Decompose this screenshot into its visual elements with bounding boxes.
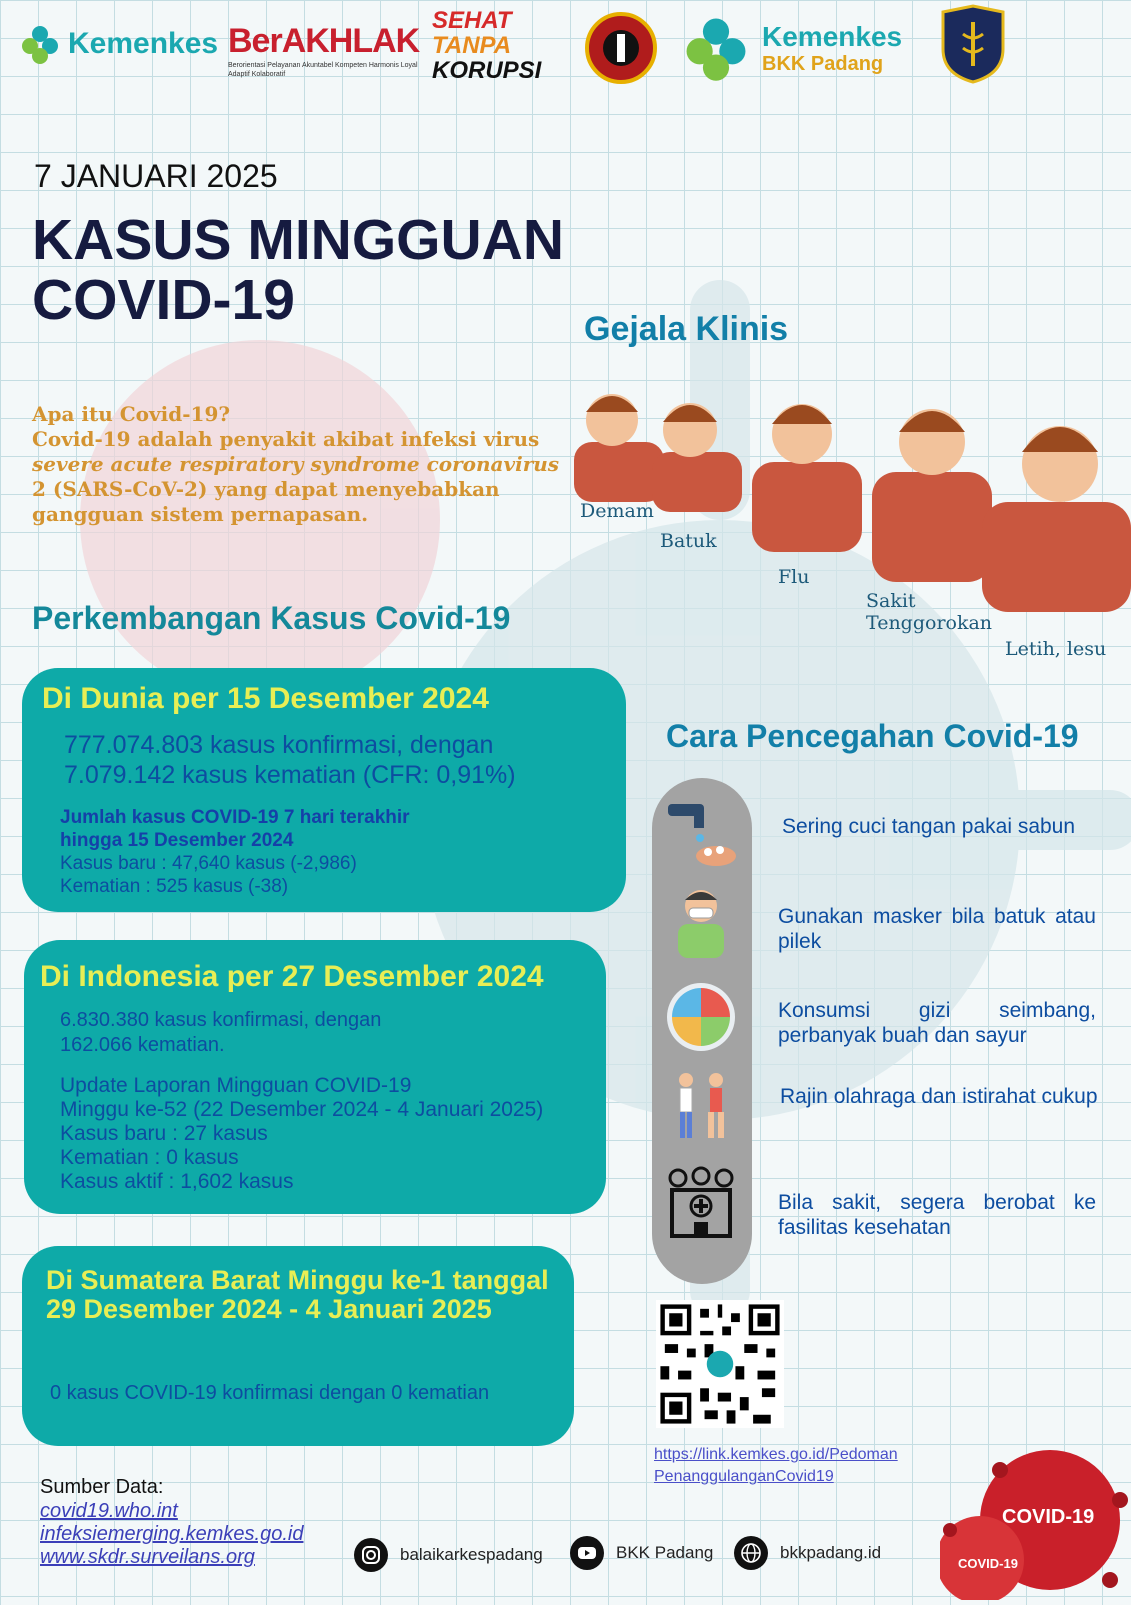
title-line-2: COVID-19 xyxy=(32,268,295,332)
instagram-handle[interactable]: balaikarkespadang xyxy=(400,1545,543,1564)
world-heading: Di Dunia per 15 Desember 2024 xyxy=(42,682,489,715)
stk-line3: KORUPSI xyxy=(432,57,542,84)
indonesia-heading: Di Indonesia per 27 Desember 2024 xyxy=(40,960,544,993)
social-instagram[interactable] xyxy=(354,1538,543,1572)
qr-code-icon[interactable] xyxy=(656,1300,784,1428)
indonesia-update-1: Update Laporan Mingguan COVID-19 xyxy=(60,1074,412,1097)
globe-icon xyxy=(734,1536,768,1570)
prevention-title: Cara Pencegahan Covid-19 xyxy=(666,718,1079,754)
sumbar-heading: Di Sumatera Barat Minggu ke-1 tanggal 29 Desember 2024 - 4 Januari 2025 xyxy=(46,1265,549,1324)
kemenkes-leaf-icon xyxy=(18,22,62,66)
bkk-logo-title: Kemenkes xyxy=(762,20,903,52)
handwash-icon xyxy=(664,798,738,872)
world-line-2: 7.079.142 kasus kematian (CFR: 0,91%) xyxy=(64,761,516,789)
covid-corner-badge xyxy=(940,1440,1131,1600)
source-link-who[interactable]: covid19.who.int xyxy=(40,1500,178,1522)
prevention-item-exercise: Rajin olahraga dan istirahat cukup xyxy=(780,1085,1098,1108)
kemenkes-logo xyxy=(18,22,218,66)
karantina-shield-icon xyxy=(938,4,1008,84)
berakhlak-logo xyxy=(228,22,419,79)
kemenkes-leaf-icon xyxy=(680,12,752,84)
youtube-icon xyxy=(570,1536,604,1570)
indonesia-active: Kasus aktif : 1,602 kasus xyxy=(60,1170,294,1193)
indonesia-new-cases: Kasus baru : 27 kasus xyxy=(60,1122,268,1145)
hospital-icon xyxy=(664,1166,738,1240)
world-bold-2: hingga 15 Desember 2024 xyxy=(60,830,294,851)
bkk-logo-subtitle: BKK Padang xyxy=(762,52,884,75)
source-link-skdr[interactable]: www.skdr.surveilans.org xyxy=(40,1546,255,1568)
world-new-cases: Kasus baru : 47,640 kasus (-2,986) xyxy=(60,853,357,874)
prevention-item-handwash: Sering cuci tangan pakai sabun xyxy=(782,815,1076,838)
indonesia-confirmed xyxy=(60,1008,381,1058)
anti-corruption-badge-icon xyxy=(585,12,657,84)
person-sakit-tenggorokan-icon xyxy=(872,472,992,582)
world-case-card xyxy=(22,668,626,912)
world-bold-1: Jumlah kasus COVID-19 7 hari terakhir xyxy=(60,807,410,828)
person-flu-icon xyxy=(752,462,862,552)
corner-badge-small-text: COVID-19 xyxy=(958,1556,1018,1571)
person-batuk-icon xyxy=(652,452,742,512)
report-date: 7 JANUARI 2025 xyxy=(34,158,278,194)
title-line-1: KASUS MINGGUAN xyxy=(32,208,565,272)
indonesia-line-2: 162.066 kematian. xyxy=(60,1034,225,1056)
indonesia-update-2: Minggu ke-52 (22 Desember 2024 - 4 Januari 2025) xyxy=(60,1098,544,1121)
exercise-people-icon xyxy=(664,1068,738,1142)
healthy-food-plate-icon xyxy=(664,980,738,1054)
person-demam-icon xyxy=(574,442,664,502)
guideline-link-line-2[interactable]: PenanggulanganCovid19 xyxy=(654,1468,834,1485)
sumbar-line: 0 kasus COVID-19 konfirmasi dengan 0 kematian xyxy=(50,1382,490,1404)
youtube-channel[interactable]: BKK Padang xyxy=(616,1543,714,1562)
sumbar-case-card xyxy=(22,1246,574,1446)
prevention-item-nutrition: Konsumsi gizi seimbang, perbanyak buah dan sayur xyxy=(778,999,1096,1047)
social-youtube[interactable] xyxy=(570,1536,713,1570)
symptom-sakit-tenggorokan: Sakit Tenggorokan xyxy=(866,590,993,634)
sources-list xyxy=(40,1500,303,1569)
what-is-covid-text xyxy=(32,402,572,527)
indonesia-line-1: 6.830.380 kasus konfirmasi, dengan xyxy=(60,1009,382,1031)
kemenkes-logo-text: Kemenkes xyxy=(68,27,219,60)
guideline-link-line-1[interactable]: https://link.kemkes.go.id/Pedoman xyxy=(654,1446,898,1463)
what-is-answer-italic: severe acute respiratory syndrome coronavirus xyxy=(32,452,560,476)
symptom-demam: Demam xyxy=(580,500,654,522)
bkk-padang-logo xyxy=(680,12,902,84)
indonesia-deaths: Kematian : 0 kasus xyxy=(60,1146,239,1169)
world-deaths: Kematian : 525 kasus (-38) xyxy=(60,876,289,897)
what-is-answer-2: 2 (SARS-CoV-2) yang dapat menyebabkan gangguan sistem pernapasan. xyxy=(32,477,500,526)
source-link-kemkes[interactable]: infeksiemerging.kemkes.go.id xyxy=(40,1523,304,1545)
symptom-batuk: Batuk xyxy=(660,530,717,552)
symptom-letih: Letih, lesu xyxy=(1005,638,1107,660)
website-url[interactable]: bkkpadang.id xyxy=(780,1543,882,1562)
stk-line1: SEHAT xyxy=(432,7,512,34)
symptoms-illustration xyxy=(572,372,1131,634)
prevention-item-mask: Gunakan masker bila batuk atau pilek xyxy=(778,905,1096,953)
symptom-flu: Flu xyxy=(778,566,810,588)
what-is-answer-1: Covid-19 adalah penyakit akibat infeksi virus xyxy=(32,427,540,451)
berakhlak-tagline: Berorientasi Pelayanan Akuntabel Kompeten Harmonis Loyal Adaptif Kolaboratif xyxy=(228,62,418,78)
social-website[interactable] xyxy=(734,1536,881,1570)
sehat-tanpa-korupsi-logo xyxy=(432,8,564,83)
what-is-question: Apa itu Covid-19? xyxy=(32,402,231,426)
world-weekly xyxy=(60,806,410,898)
corner-badge-text: COVID-19 xyxy=(1002,1506,1095,1528)
prevention-item-hospital: Bila sakit, segera berobat ke fasilitas kesehatan xyxy=(778,1191,1096,1239)
world-confirmed xyxy=(64,730,516,790)
development-title: Perkembangan Kasus Covid-19 xyxy=(32,600,511,636)
stk-line2: TANPA xyxy=(432,32,512,59)
instagram-icon xyxy=(354,1538,388,1572)
indonesia-case-card xyxy=(24,940,606,1214)
sources-title: Sumber Data: xyxy=(40,1476,164,1498)
berakhlak-title: BerAKHLAK xyxy=(228,22,420,60)
mask-person-icon xyxy=(664,884,738,958)
page-title xyxy=(32,210,564,330)
indonesia-weekly xyxy=(60,1074,543,1194)
guideline-link[interactable] xyxy=(654,1444,898,1488)
world-line-1: 777.074.803 kasus konfirmasi, dengan xyxy=(64,731,494,759)
symptoms-title: Gejala Klinis xyxy=(584,310,789,348)
